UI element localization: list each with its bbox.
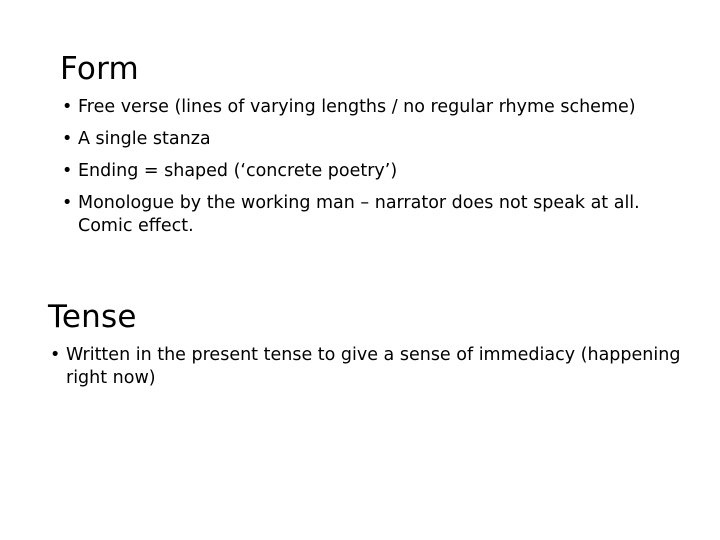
bullet-glyph-icon: • — [50, 344, 61, 365]
bullet-glyph-icon: • — [62, 192, 73, 213]
section-form — [60, 52, 684, 238]
bullet-glyph-icon: • — [62, 128, 73, 149]
list-item — [60, 192, 684, 238]
list-item-text: Monologue by the working man – narrator does not speak at all. Comic effect. — [78, 192, 640, 237]
list-item-text: A single stanza — [78, 128, 211, 149]
section-tense-heading: Tense — [48, 299, 137, 335]
list-item-text: Ending = shaped (‘concrete poetry’) — [78, 160, 398, 181]
bullet-glyph-icon: • — [62, 96, 73, 117]
section-tense — [48, 300, 684, 390]
list-item — [60, 96, 684, 119]
list-item — [60, 128, 684, 151]
bullet-glyph-icon: • — [62, 160, 73, 181]
list-item — [60, 160, 684, 183]
list-item-text: Free verse (lines of varying lengths / no regular rhyme scheme) — [78, 96, 636, 117]
section-tense-bullet-list — [48, 344, 684, 390]
list-item-text: Written in the present tense to give a sense of immediacy (happening right now) — [66, 344, 681, 388]
section-form-heading: Form — [60, 51, 139, 87]
section-form-bullet-list — [60, 96, 684, 238]
list-item — [48, 344, 684, 390]
